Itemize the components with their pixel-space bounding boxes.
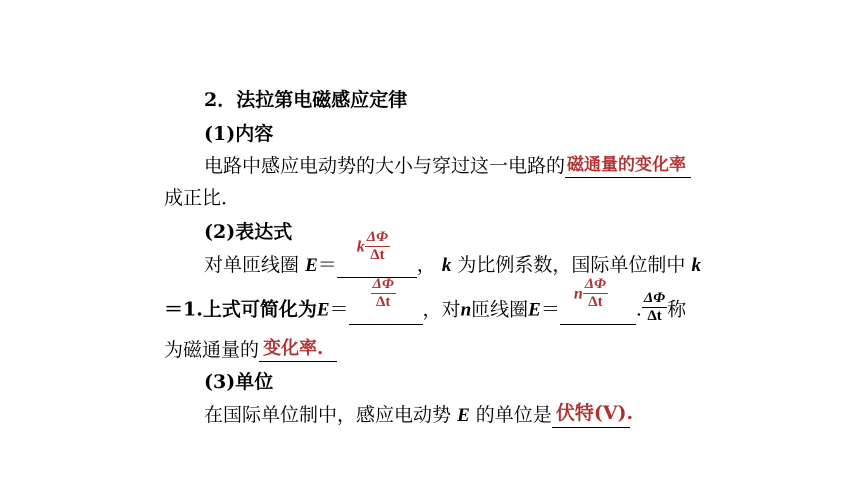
content-text-1: 电路中感应电动势的大小与穿过这一电路的 [204,155,566,177]
delta-phi-over-delta-t-2: $\frac{\Delta\Phi}{\Delta t}$ [372,276,394,310]
var-E-4: E [457,405,470,426]
answer-blank-n [560,276,636,325]
delta-phi-over-delta-t: $\frac{\Delta\Phi}{\Delta t}$ [366,229,389,263]
expression-line2 [164,276,687,325]
expr-text-6: 匝线圈 [471,298,529,321]
equals-sign-2: ＝ [329,298,349,321]
var-k: k [441,255,452,276]
answer-blank-unit [552,402,634,428]
expr-text-8: 为磁通量的 [164,339,260,361]
var-E-3: E [528,299,541,321]
unit-text-1: 在国际单位制中，感应电动势 [204,404,452,426]
answer-blank-1 [565,155,691,178]
answer-blank-k [337,229,417,278]
expression-line3 [164,338,337,362]
expr-text-1: 对单匝线圈 [204,254,300,276]
k-coefficient: k [356,238,365,256]
expr-dot: . [635,298,642,321]
content-label: (1)内容 [204,123,274,145]
answer-simplified-formula [371,276,396,311]
var-E: E [305,255,318,276]
delta-phi-over-delta-t-black: $\frac{\Delta\Phi}{\Delta t}$ [643,290,666,324]
equals-sign: ＝ [317,254,337,276]
content-sentence-line2: 成正比． [164,187,241,209]
answer-flux-rate: 磁通量的变化率 [567,155,687,175]
answer-blank-simplified [349,276,423,325]
unit-sentence [204,402,634,428]
answer-unit: 伏特(V). [555,402,634,424]
content-sentence-line1 [204,154,691,178]
answer-blank-rate [259,339,337,362]
var-E-2: E [316,299,330,321]
answer-n-formula [574,276,608,311]
unit-text-2: 的单位是 [475,404,552,426]
section-heading: 2．法拉第电磁感应定律 [204,89,408,111]
expr-text-4: ＝1.上式可简化为 [164,298,317,321]
n-coefficient: n [573,285,583,303]
var-n: n [460,299,472,321]
expr-text-7: 称 [667,298,687,321]
answer-rate: 变化率. [263,338,324,359]
expression-label: (2)表达式 [204,221,293,243]
delta-phi-over-delta-t-3: $\frac{\Delta\Phi}{\Delta t}$ [584,276,607,310]
var-k2: k [691,255,701,276]
answer-k-formula [357,229,390,264]
unit-label: (3)单位 [204,371,274,393]
expr-text-3: 为比例系数，国际单位制中 [457,254,686,276]
expr-text-5: ，对 [422,298,461,321]
expr-text-2: ， [416,254,436,276]
equals-sign-3: ＝ [540,298,560,321]
